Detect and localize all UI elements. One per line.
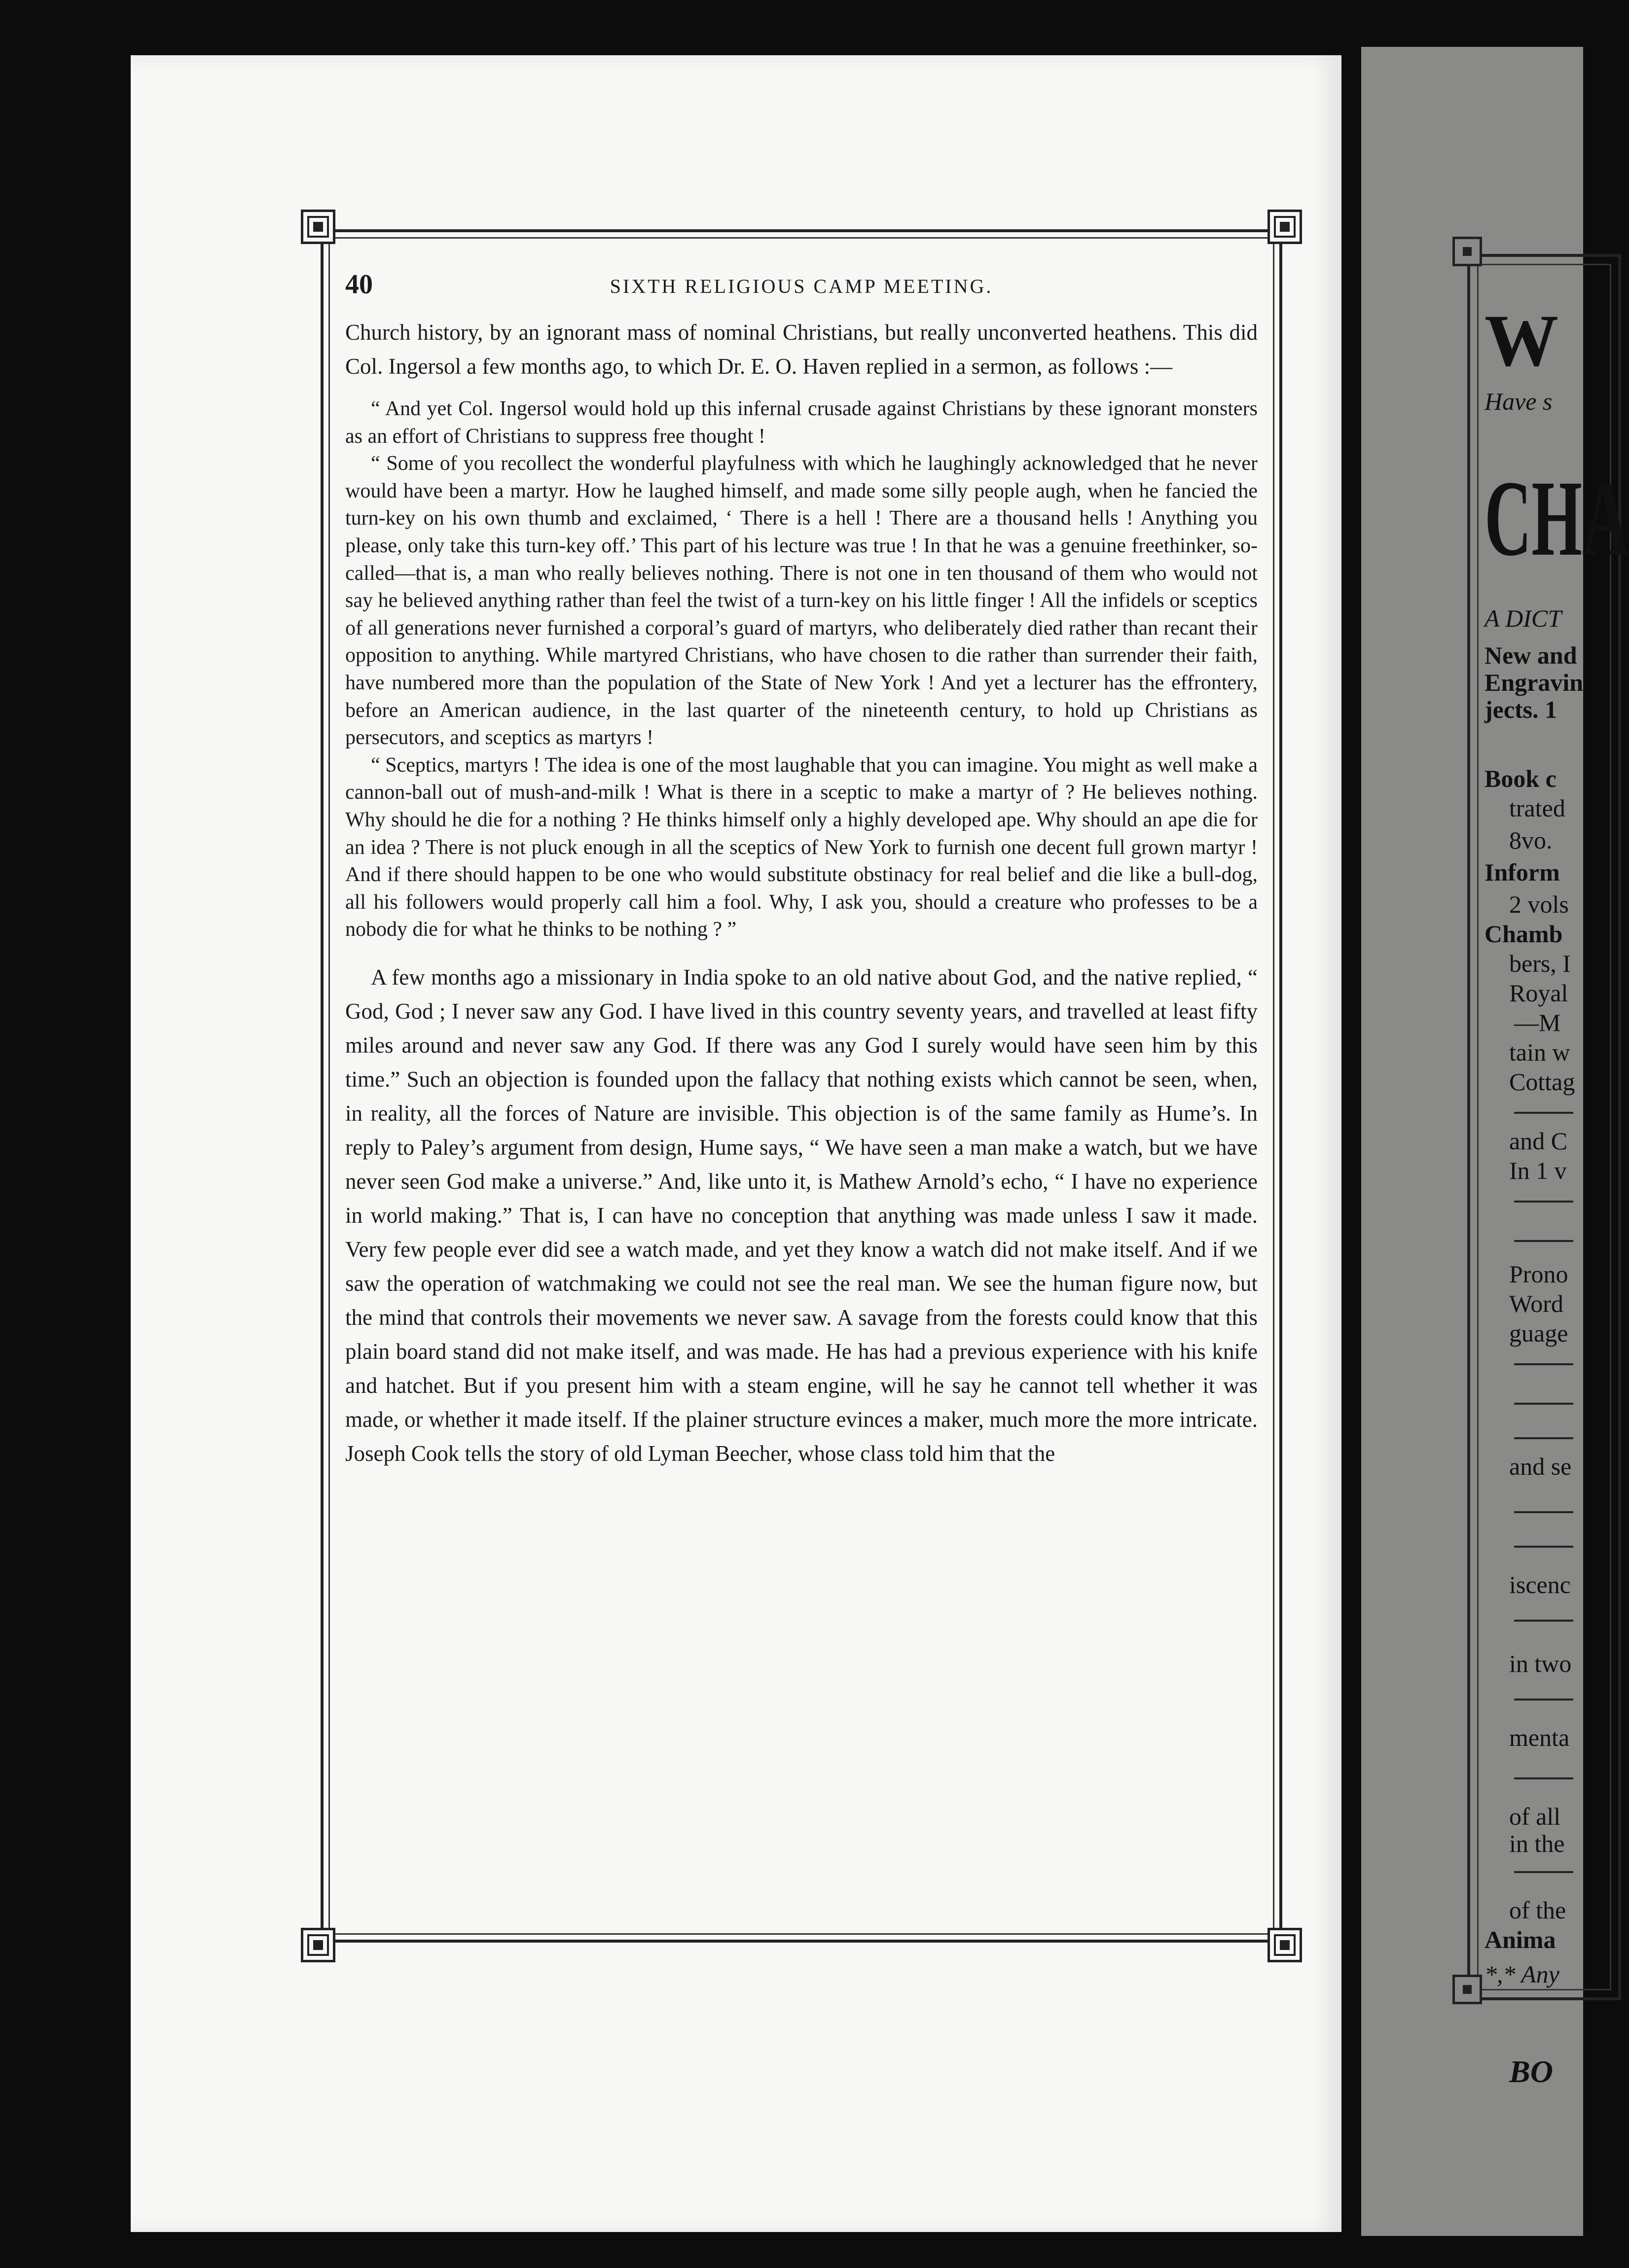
page-number: 40 bbox=[345, 269, 373, 300]
adjacent-line: iscenc bbox=[1509, 1571, 1571, 1598]
adjacent-line: Royal bbox=[1509, 979, 1568, 1007]
page-header bbox=[345, 269, 1258, 316]
corner-ornament-icon bbox=[301, 1928, 335, 1962]
adjacent-line: 2 vols bbox=[1509, 890, 1569, 918]
corner-ornament-icon bbox=[1267, 210, 1302, 244]
adjacent-line: In 1 v bbox=[1509, 1157, 1567, 1184]
adjacent-line: and C bbox=[1509, 1127, 1568, 1155]
quote-paragraph: “ And yet Col. Ingersol would hold up this infernal crusade against Christians by these ignorant monsters as an effort of Christians to suppress free thought ! bbox=[345, 397, 1258, 448]
page-content bbox=[345, 269, 1258, 1930]
quote-paragraph: “ Some of you recollect the wonderful playfulness with which he laughingly acknowledged that he never would have been a martyr. How he laughed himself, and made some silly people augh, when he fancied the turn-key on his own thumb and exclaimed, ‘ There is a hell ! There are a thousand hells ! Anything you please, only take this turn-key off.’ This part of his lecture was true ! In that he was a genuine freethinker, so-called—that is, a man who really believes nothing. There is not one in ten thousand of them who would not say he believed anything rather than feel the twist of a turn-key on his little finger ! All the infidels or sceptics of all generations never furnished a corporal’s guard of martyrs, who deliberately died rather than recant their opposition to anything. While martyred Christians, who have chosen to die rather than surrender their faith, have numbered more than the population of the State of New York ! And yet a lecturer has the effrontery, before an American audience, in the last quarter of the nineteenth century, to hold up Christians as persecutors, and sceptics as martyrs ! bbox=[345, 452, 1258, 749]
adjacent-line: trated bbox=[1509, 794, 1565, 822]
adjacent-line: Prono bbox=[1509, 1260, 1568, 1288]
adjacent-line: guage bbox=[1509, 1319, 1568, 1347]
adjacent-line: bers, I bbox=[1509, 950, 1571, 977]
adjacent-line: in the bbox=[1509, 1830, 1565, 1857]
adjacent-line: tain w bbox=[1509, 1038, 1570, 1066]
adjacent-line: and se bbox=[1509, 1453, 1572, 1480]
corner-ornament-icon bbox=[301, 210, 335, 244]
adjacent-line: Engravin bbox=[1484, 669, 1584, 696]
adjacent-line: of all bbox=[1509, 1803, 1561, 1830]
adjacent-line: Book c bbox=[1484, 765, 1557, 792]
adjacent-line: BO bbox=[1509, 2054, 1553, 2089]
adjacent-line: 8vo. bbox=[1509, 826, 1553, 854]
adjacent-line: in two bbox=[1509, 1650, 1572, 1677]
adjacent-line: *,* Any bbox=[1484, 1960, 1559, 1988]
adjacent-line: Have s bbox=[1484, 388, 1553, 415]
adjacent-line: Chamb bbox=[1484, 920, 1563, 948]
adjacent-line: Word bbox=[1509, 1290, 1563, 1317]
adjacent-line: menta bbox=[1509, 1724, 1570, 1751]
paragraph-intro: Church history, by an ignorant mass of nominal Christians, but really unconverted heathens. This did Col. Ingersol a few months ago, to which Dr. E. O. Haven replied in a sermon, as follows :— bbox=[345, 320, 1258, 379]
corner-ornament-icon bbox=[1452, 237, 1482, 266]
running-head: SIXTH RELIGIOUS CAMP MEETING. bbox=[610, 275, 993, 297]
adjacent-line: —M bbox=[1514, 1009, 1561, 1036]
paragraph-body: A few months ago a missionary in India spoke to an old native about God, and the native replied, “ God, God ; I never saw any God. I have lived in this country seventy years, and travelled at least fifty miles around and never saw any God. If there was any God I surely would have seen him by this time.” Such an objection is founded upon the fallacy that nothing exists which cannot be seen, when, in reality, all the forces of Nature are invisible. This objection is of the same family as Hume’s. In reply to Paley’s argument from design, Hume says, “ We have seen a man make a watch, but we have never seen God make a universe.” And, like unto it, is Mathew Arnold’s echo, “ I have no experience in world making.” That is, I can have no conception that anything was made unless I saw it made. Very few people ever did see a watch made, and yet they know a watch did not make itself. And if we saw the operation of watchmaking we could not see the real man. We see the human figure now, but the mind that controls their movements we never saw. A savage from the forests could know that this plain board stand did not make itself, and was made. He has had a previous experience with his knife and hatchet. But if you present him with a steam engine, will he say he cannot tell whether it was made, or whether it made itself. If the plainer structure evinces a maker, much more the more intricate. Joseph Cook tells the story of old Lyman Beecher, whose class told him that the bbox=[345, 964, 1258, 1466]
adjacent-line: New and bbox=[1484, 641, 1577, 669]
adjacent-line: Inform bbox=[1484, 858, 1560, 886]
adjacent-line: Anima bbox=[1484, 1926, 1556, 1953]
adjacent-line: A DICT bbox=[1484, 604, 1562, 632]
adjacent-line: Cottag bbox=[1509, 1068, 1575, 1096]
adjacent-page bbox=[1361, 47, 1629, 2236]
corner-ornament-icon bbox=[1452, 1975, 1482, 2004]
adjacent-line: jects. 1 bbox=[1484, 696, 1557, 723]
quote-paragraph: “ Sceptics, martyrs ! The idea is one of the most laughable that you can imagine. You might as well make a cannon-ball out of mush-and-milk ! What is there in a sceptic to make a martyr of ? He believes nothing. Why should he die for a nothing ? He thinks himself only a highly developed ape. Why should an ape die for an idea ? There is not pluck enough in all the sceptics of New York to furnish one decent full grown martyr ! And if there should happen to be one who would substitute obstinacy for real belief and die like a bull-dog, all his followers would properly call him a fool. Why, I ask you, should a creature who professes to be a nobody die for what he thinks to be nothing ? ” bbox=[345, 753, 1258, 941]
corner-ornament-icon bbox=[1267, 1928, 1302, 1962]
adjacent-line: of the bbox=[1509, 1896, 1566, 1924]
adjacent-line: W bbox=[1484, 300, 1558, 382]
adjacent-line: CHA bbox=[1484, 458, 1629, 578]
